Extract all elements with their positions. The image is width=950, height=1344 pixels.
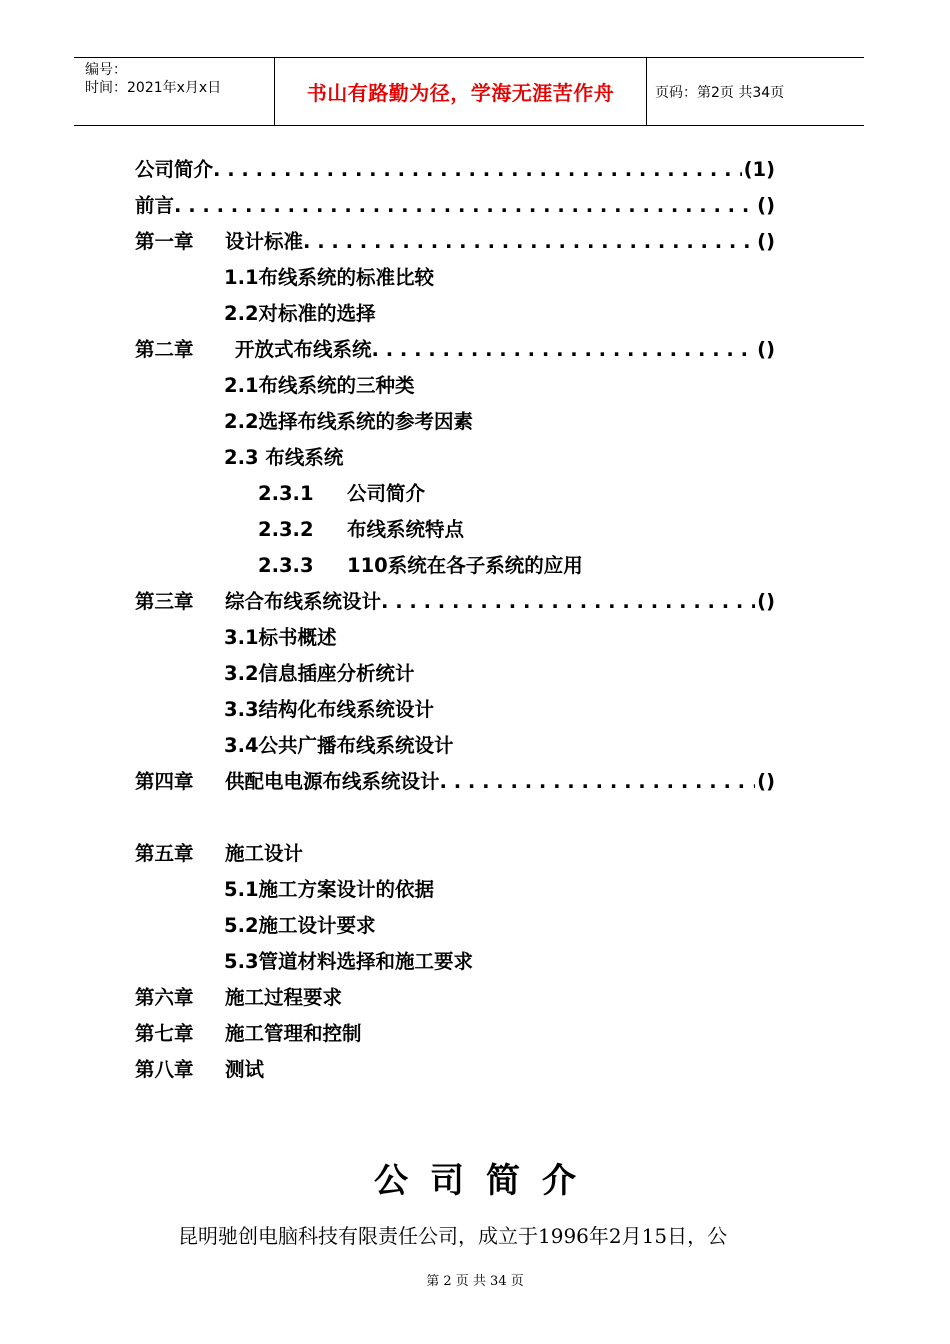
toc-title: 5.2施工设计要求 xyxy=(224,914,376,937)
chapter-number: 第二章 xyxy=(135,338,194,361)
dot-leader xyxy=(372,332,756,368)
toc-entry[interactable] xyxy=(135,836,775,872)
subsection-number: 2.3.3 xyxy=(258,554,314,577)
toc-entry[interactable] xyxy=(135,404,775,440)
toc-entry[interactable] xyxy=(135,656,775,692)
toc-page: () xyxy=(757,590,775,613)
dot-leader xyxy=(440,764,756,800)
toc-title: 综合布线系统设计 xyxy=(225,590,382,613)
toc-entry[interactable] xyxy=(135,440,775,476)
toc-page: (1) xyxy=(743,158,775,181)
dot-leader xyxy=(303,224,755,260)
toc-page: () xyxy=(757,230,775,253)
serial-label: 编号： xyxy=(85,62,127,78)
toc-entry[interactable] xyxy=(135,224,775,260)
toc-title: 公司简介 xyxy=(347,482,426,505)
toc-entry[interactable] xyxy=(135,584,775,620)
toc-entry[interactable] xyxy=(135,512,775,548)
toc-page: () xyxy=(757,770,775,793)
toc-entry[interactable] xyxy=(135,368,775,404)
toc-title: 供配电电源布线系统设计 xyxy=(225,770,440,793)
toc-title: 110系统在各子系统的应用 xyxy=(347,554,583,577)
page-footer: 第 2 页 共 34 页 xyxy=(426,1274,524,1289)
toc-title: 施工设计 xyxy=(225,842,304,865)
toc-entry[interactable] xyxy=(135,908,775,944)
chapter-number: 第八章 xyxy=(135,1058,194,1081)
toc-entry[interactable] xyxy=(135,188,775,224)
dot-leader xyxy=(381,584,755,620)
toc-title: 5.3管道材料选择和施工要求 xyxy=(224,950,474,973)
toc-title: 3.3结构化布线系统设计 xyxy=(224,698,435,721)
toc-entry[interactable] xyxy=(135,944,775,980)
toc-title: 3.2信息插座分析统计 xyxy=(224,662,415,685)
table-of-contents xyxy=(135,152,775,1088)
chapter-number: 第三章 xyxy=(135,590,194,613)
header-page-info: 页码：第2页 共34页 xyxy=(655,84,785,101)
toc-title: 3.4公共广播布线系统设计 xyxy=(224,734,454,757)
page-header xyxy=(74,57,864,126)
toc-title: 施工过程要求 xyxy=(225,986,343,1009)
toc-entry[interactable] xyxy=(135,764,775,800)
toc-entry[interactable] xyxy=(135,620,775,656)
toc-entry[interactable] xyxy=(135,548,775,584)
dot-leader xyxy=(174,188,755,224)
toc-entry[interactable] xyxy=(135,152,775,188)
toc-entry[interactable] xyxy=(135,260,775,296)
toc-title: 1.1布线系统的标准比较 xyxy=(224,266,435,289)
time-label: 时间：2021年x月x日 xyxy=(85,80,222,96)
toc-title: 2.2对标准的选择 xyxy=(224,302,376,325)
chapter-number: 第四章 xyxy=(135,770,194,793)
toc-entry[interactable] xyxy=(135,1052,775,1088)
toc-page: () xyxy=(757,338,775,361)
toc-entry[interactable] xyxy=(135,872,775,908)
subsection-number: 2.3.2 xyxy=(258,518,314,541)
chapter-number: 第六章 xyxy=(135,986,194,1009)
toc-entry[interactable] xyxy=(135,332,775,368)
toc-entry[interactable] xyxy=(135,980,775,1016)
subsection-number: 2.3.1 xyxy=(258,482,314,505)
header-meta xyxy=(74,58,275,125)
toc-title: 公司简介 xyxy=(135,158,214,181)
toc-title: 2.2选择布线系统的参考因素 xyxy=(224,410,474,433)
toc-title: 前言 xyxy=(135,194,175,217)
chapter-number: 第七章 xyxy=(135,1022,194,1045)
toc-title: 测试 xyxy=(225,1058,265,1081)
intro-paragraph: 昆明驰创电脑科技有限责任公司，成立于1996年2月15日，公 xyxy=(178,1224,728,1248)
toc-entry[interactable] xyxy=(135,296,775,332)
toc-title: 3.1标书概述 xyxy=(224,626,337,649)
toc-entry[interactable] xyxy=(135,476,775,512)
toc-title: 设计标准 xyxy=(225,230,304,253)
toc-title: 5.1施工方案设计的依据 xyxy=(224,878,435,901)
toc-title: 开放式布线系统 xyxy=(235,338,372,361)
header-motto: 书山有路勤为径，学海无涯苦作舟 xyxy=(275,58,647,125)
toc-title: 2.3 布线系统 xyxy=(224,446,344,469)
chapter-number: 第五章 xyxy=(135,842,194,865)
toc-entry[interactable] xyxy=(135,1016,775,1052)
dot-leader xyxy=(213,152,742,188)
section-title: 公司简介 xyxy=(374,1161,598,1201)
toc-entry[interactable] xyxy=(135,728,775,764)
toc-title: 布线系统特点 xyxy=(347,518,465,541)
toc-page: () xyxy=(757,194,775,217)
toc-title: 施工管理和控制 xyxy=(225,1022,362,1045)
toc-entry[interactable] xyxy=(135,692,775,728)
chapter-number: 第一章 xyxy=(135,230,194,253)
toc-title: 2.1布线系统的三种类 xyxy=(224,374,415,397)
